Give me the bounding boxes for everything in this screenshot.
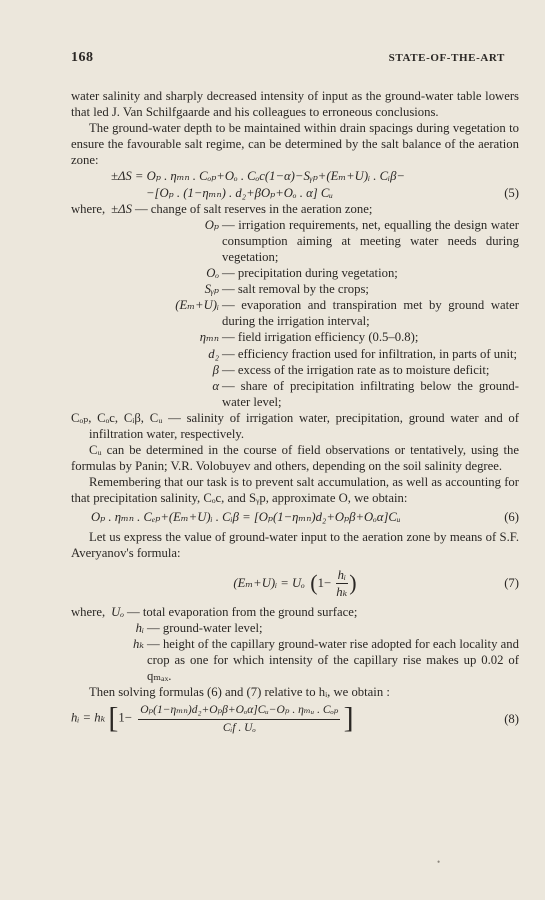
- equation-7-numerator: hᵢ: [336, 567, 348, 584]
- paragraph-5: Let us express the value of ground-water input to the aeration zone by means of S.F. Averyanov's formula:: [71, 529, 519, 560]
- equation-8-number: (8): [504, 712, 519, 727]
- equation-7-one-minus: 1−: [317, 576, 335, 591]
- equation-8-numerator: Oₚ(1−ηₘₙ)d₂+Oₚβ+Oₒα]Cᵤ−Oₚ . ηₘᵤ . Cₒₚ: [138, 702, 340, 719]
- running-title: STATE-OF-THE-ART: [388, 52, 505, 64]
- definition-row: [71, 297, 519, 329]
- paragraph-1: water salinity and sharply decreased intensity of input as the ground-water table lowers that led J. Van Schilfgaarde and his colleagues to erroneous conclusions.: [71, 89, 519, 120]
- paragraph-2: The ground-water depth to be maintained within drain spacings during vegetation to ensure the favourable salt regime, can be determined by the salt balance of the aeration zone:: [71, 121, 519, 168]
- equation-5-line-1: [71, 168, 519, 184]
- salinity-definition: Cₒₚ, Cₒc, Cᵢβ, Cᵤ — salinity of irrigation water, precipitation, ground water and of infiltration water, respectively.: [71, 410, 519, 441]
- definition-symbol: ±ΔS: [111, 201, 132, 216]
- equation-8-close-bracket: ]: [343, 702, 354, 736]
- definition-text: — total evaporation from the ground surface;: [126, 604, 358, 619]
- definition-text: — excess of the irrigation rate as to moisture deficit;: [222, 362, 490, 377]
- definition-row: [71, 378, 519, 410]
- definition-row: [71, 362, 519, 378]
- equation-6-expression: Oₚ . ηₘₙ . Cₑₚ+(Eₘ+U)ᵢ . Cᵢβ = [Oₚ(1−ηₘₙ)d₂+Oₚβ+Oₒα]Cᵤ: [91, 510, 401, 525]
- definition-text: — salt removal by the crops;: [222, 282, 369, 297]
- equation-5-expression-1: ±ΔS = Oₚ . ηₘₙ . Cₒₚ+Oₒ . Cₒc(1−α)−Sᵧₚ+(Eₘ+U)ᵢ . Cᵢβ−: [111, 169, 405, 184]
- definition-symbol: α: [212, 378, 219, 393]
- equation-5-expression-2: −[Oₚ . (1−ηₘₙ) . d₂+βOₚ+Oₒ . α] Cᵤ: [146, 185, 334, 200]
- definition-text: — share of precipitation infiltrating below the ground-water level;: [222, 378, 519, 409]
- equation-6-number: (6): [504, 510, 519, 525]
- definitions-list-2: [71, 604, 519, 684]
- definition-symbol: hᵢ: [135, 621, 144, 635]
- definition-symbol: β: [212, 362, 219, 377]
- definition-text: — height of the capillary ground-water rise adopted for each locality and crop as one for which intensity of the capillary rise makes up 0.02 of qₘₐₓ.: [147, 637, 519, 684]
- paragraph-6: Then solving formulas (6) and (7) relative to hᵢ, we obtain :: [89, 685, 390, 700]
- definition-row: [71, 346, 519, 362]
- equation-7-close-paren: ): [349, 570, 357, 596]
- equation-7-number: (7): [504, 576, 519, 591]
- definition-row: [71, 636, 519, 684]
- definition-text: — efficiency fraction used for infiltration, in parts of unit;: [222, 346, 518, 361]
- definition-symbol: Sᵧₚ: [204, 282, 219, 297]
- equation-7-lhs: (Eₘ+U)ᵢ = Uₒ: [233, 576, 305, 591]
- equation-7-open-paren: (: [304, 570, 318, 596]
- where-label: where,: [71, 604, 106, 619]
- definition-row: [71, 281, 519, 297]
- definition-row: [71, 265, 519, 281]
- definition-row: [71, 217, 519, 265]
- definition-symbol: Oₒ: [206, 266, 219, 281]
- definitions-list-1: [71, 201, 519, 410]
- definition-row: [71, 201, 519, 217]
- definition-text: — field irrigation efficiency (0.5–0.8);: [222, 330, 419, 345]
- where-label: where,: [71, 201, 106, 216]
- equation-5-number: (5): [504, 185, 519, 200]
- definition-row: [71, 620, 519, 636]
- definition-symbol: d₂: [208, 346, 219, 361]
- printer-mark: •: [437, 857, 441, 867]
- definition-text: — precipitation during vegetation;: [222, 266, 398, 281]
- equation-8-lhs: hᵢ = hₖ: [71, 710, 106, 725]
- body-text: [71, 88, 519, 736]
- definition-symbol: hₖ: [133, 637, 144, 652]
- equation-6: [71, 509, 519, 525]
- equation-8: [71, 702, 519, 735]
- equation-7: [71, 567, 519, 600]
- definition-row: [71, 329, 519, 345]
- definition-symbol: Oₚ: [204, 217, 219, 232]
- definition-row: [71, 604, 519, 620]
- equation-8-open-bracket: [: [108, 702, 119, 736]
- equation-7-denominator: hₖ: [336, 584, 348, 599]
- page-number: 168: [71, 50, 94, 65]
- equation-7-fraction: [334, 567, 349, 600]
- page-header: [71, 50, 505, 70]
- equation-8-fraction: [138, 702, 340, 735]
- paragraph-4: Remembering that our task is to prevent salt accumulation, as well as accounting for that precipitation salinity, Cₒc, and Sᵧp, approximate O, we obtain:: [71, 475, 519, 506]
- definition-text: — evaporation and transpiration met by ground water during the irrigation interval;: [222, 298, 519, 329]
- equation-8-one-minus: 1−: [118, 710, 136, 725]
- definition-text: — irrigation requirements, net, equalling the design water consumption aiming at meeting water needs during vegetation;: [222, 217, 519, 264]
- definition-symbol: (Eₘ+U)ᵢ: [175, 298, 219, 313]
- definition-text: — change of salt reserves in the aeration zone;: [134, 201, 373, 216]
- equation-8-denominator: Cᵢf . Uₒ: [222, 721, 256, 734]
- paragraph-3: Cᵤ can be determined in the course of field observations or tentatively, using the formulas by Panin; V.R. Volobuyev and others, depending on the soil salinity degree.: [71, 443, 519, 474]
- equation-5-line-2: [71, 185, 519, 201]
- definition-text: — ground-water level;: [147, 621, 263, 635]
- definition-symbol: Uₒ: [111, 604, 124, 619]
- definition-symbol: ηₘₙ: [199, 330, 219, 345]
- equation-8-body: [71, 702, 354, 735]
